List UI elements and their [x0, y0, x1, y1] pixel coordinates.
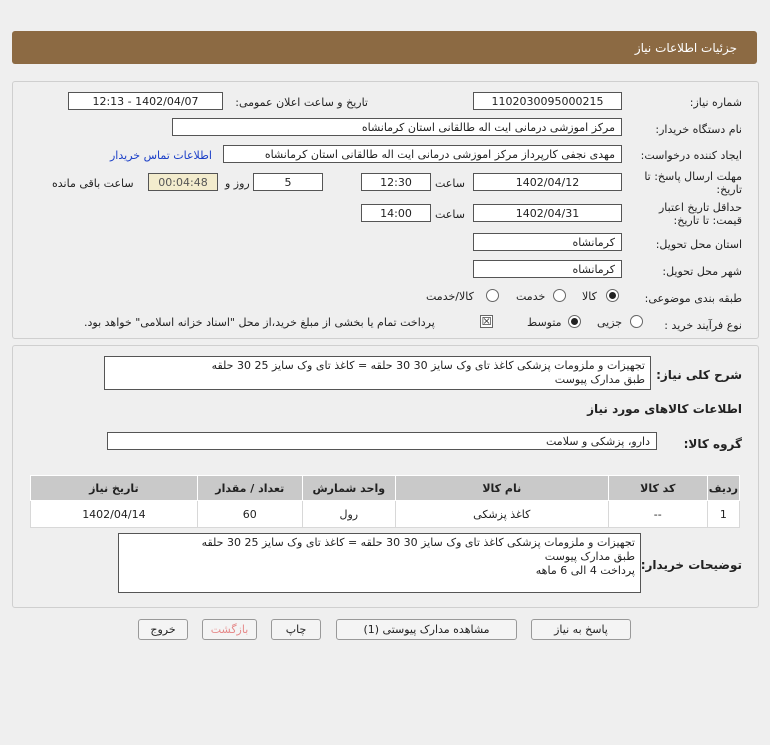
validity-date-field: 1402/04/31 [473, 204, 622, 222]
buyer-notes-line-1: تجهیزات و ملزومات پزشکی کاغذ تای وک سایز 30 30 حلقه = کاغذ تای وک سایز 25 30 حلقه [201, 536, 635, 549]
process-radio-medium[interactable] [568, 315, 581, 328]
goods-group-label: گروه کالا: [683, 437, 742, 451]
need-number-label: شماره نیاز: [689, 96, 742, 109]
print-button[interactable]: چاپ [271, 619, 321, 640]
category-radio-service[interactable] [553, 289, 566, 302]
requester-label: ایجاد کننده درخواست: [640, 149, 742, 162]
city-label: شهر محل تحویل: [662, 265, 742, 278]
category-radio-goods[interactable] [606, 289, 619, 302]
deadline-label-2: تاریخ: [716, 183, 742, 196]
buyer-notes-label: توضیحات خریدار: [640, 558, 742, 572]
back-button[interactable]: بازگشت [202, 619, 257, 640]
summary-label: شرح کلی نیاز: [656, 368, 742, 382]
reply-button[interactable]: پاسخ به نیاز [531, 619, 631, 640]
col-unit: واحد شمارش [302, 476, 395, 501]
province-label: استان محل تحویل: [655, 238, 742, 251]
deadline-label-1: مهلت ارسال پاسخ: تا [644, 170, 742, 183]
validity-label-1: حداقل تاریخ اعتبار [658, 201, 742, 214]
province-field: کرمانشاه [473, 233, 622, 251]
cell-code: -- [608, 501, 707, 528]
cell-need-date: 1402/04/14 [31, 501, 198, 528]
goods-group-field: دارو، پزشکی و سلامت [107, 432, 657, 450]
need-number-field: 1102030095000215 [473, 92, 622, 110]
col-need-date: تاریخ نیاز [31, 476, 198, 501]
page-header [12, 31, 757, 64]
summary-textbox [104, 356, 651, 390]
process-option-partial: جزیی [597, 316, 623, 329]
validity-time-field: 14:00 [361, 204, 431, 222]
remaining-time-field: 00:04:48 [148, 173, 218, 191]
validity-label-2: قیمت: تا تاریخ: [673, 214, 742, 227]
goods-section-title: اطلاعات کالاهای مورد نیاز [587, 402, 742, 416]
validity-time-label: ساعت [435, 208, 465, 221]
requester-field: مهدی نجفی کارپرداز مرکز اموزشی درمانی ایت اله طالقانی استان کرمانشاه [223, 145, 622, 163]
process-label: نوع فرآیند خرید : [664, 319, 742, 332]
buyer-notes-line-3: پرداخت 4 الی 6 ماهه [535, 564, 635, 577]
deadline-date-field: 1402/04/12 [473, 173, 622, 191]
exit-button[interactable]: خروج [138, 619, 188, 640]
days-label: روز و [225, 177, 250, 190]
summary-line-2: طبق مدارک پیوست [554, 373, 645, 386]
announce-label: تاریخ و ساعت اعلان عمومی: [235, 96, 368, 109]
category-option-service: خدمت [516, 290, 546, 303]
deadline-time-label: ساعت [435, 177, 465, 190]
buyer-org-field: مرکز اموزشی درمانی ایت اله طالقانی استان کرمانشاه [172, 118, 622, 136]
process-option-medium: متوسط [527, 316, 562, 329]
cell-row: 1 [707, 501, 739, 528]
category-radio-goods-service[interactable] [486, 289, 499, 302]
cell-name: کاغذ پزشکی [395, 501, 608, 528]
remaining-label: ساعت باقی مانده [52, 177, 134, 190]
col-name: نام کالا [395, 476, 608, 501]
cell-unit: رول [302, 501, 395, 528]
category-option-goods-service: کالا/خدمت [426, 290, 474, 303]
cell-quantity: 60 [197, 501, 302, 528]
process-radio-partial[interactable] [630, 315, 643, 328]
col-quantity: تعداد / مقدار [197, 476, 302, 501]
buyer-contact-link[interactable]: اطلاعات تماس خریدار [110, 149, 212, 162]
buyer-notes-textbox [118, 533, 641, 593]
category-option-goods: کالا [582, 290, 597, 303]
table-row [31, 501, 740, 528]
city-field: کرمانشاه [473, 260, 622, 278]
page-title: جزئیات اطلاعات نیاز [634, 41, 737, 55]
col-code: کد کالا [608, 476, 707, 501]
treasury-payment-checkbox[interactable]: ☒ [481, 315, 492, 328]
buyer-org-label: نام دستگاه خریدار: [655, 123, 742, 136]
category-label: طبقه بندی موضوعی: [644, 292, 742, 305]
treasury-payment-note: پرداخت تمام یا بخشی از مبلغ خرید،از محل "اسناد خزانه اسلامی" خواهد بود. [84, 316, 435, 329]
announce-field: 1402/04/07 - 12:13 [68, 92, 223, 110]
col-row: ردیف [707, 476, 739, 501]
attachments-button[interactable]: مشاهده مدارک پیوستی (1) [336, 619, 517, 640]
deadline-time-field: 12:30 [361, 173, 431, 191]
days-field: 5 [253, 173, 323, 191]
buyer-notes-line-2: طبق مدارک پیوست [544, 550, 635, 563]
goods-table-header [31, 476, 740, 501]
summary-line-1: تجهیزات و ملزومات پزشکی کاغذ تای وک سایز 30 30 حلقه = کاغذ تای وک سایز 25 30 حلقه [211, 359, 645, 372]
goods-table [30, 475, 740, 528]
